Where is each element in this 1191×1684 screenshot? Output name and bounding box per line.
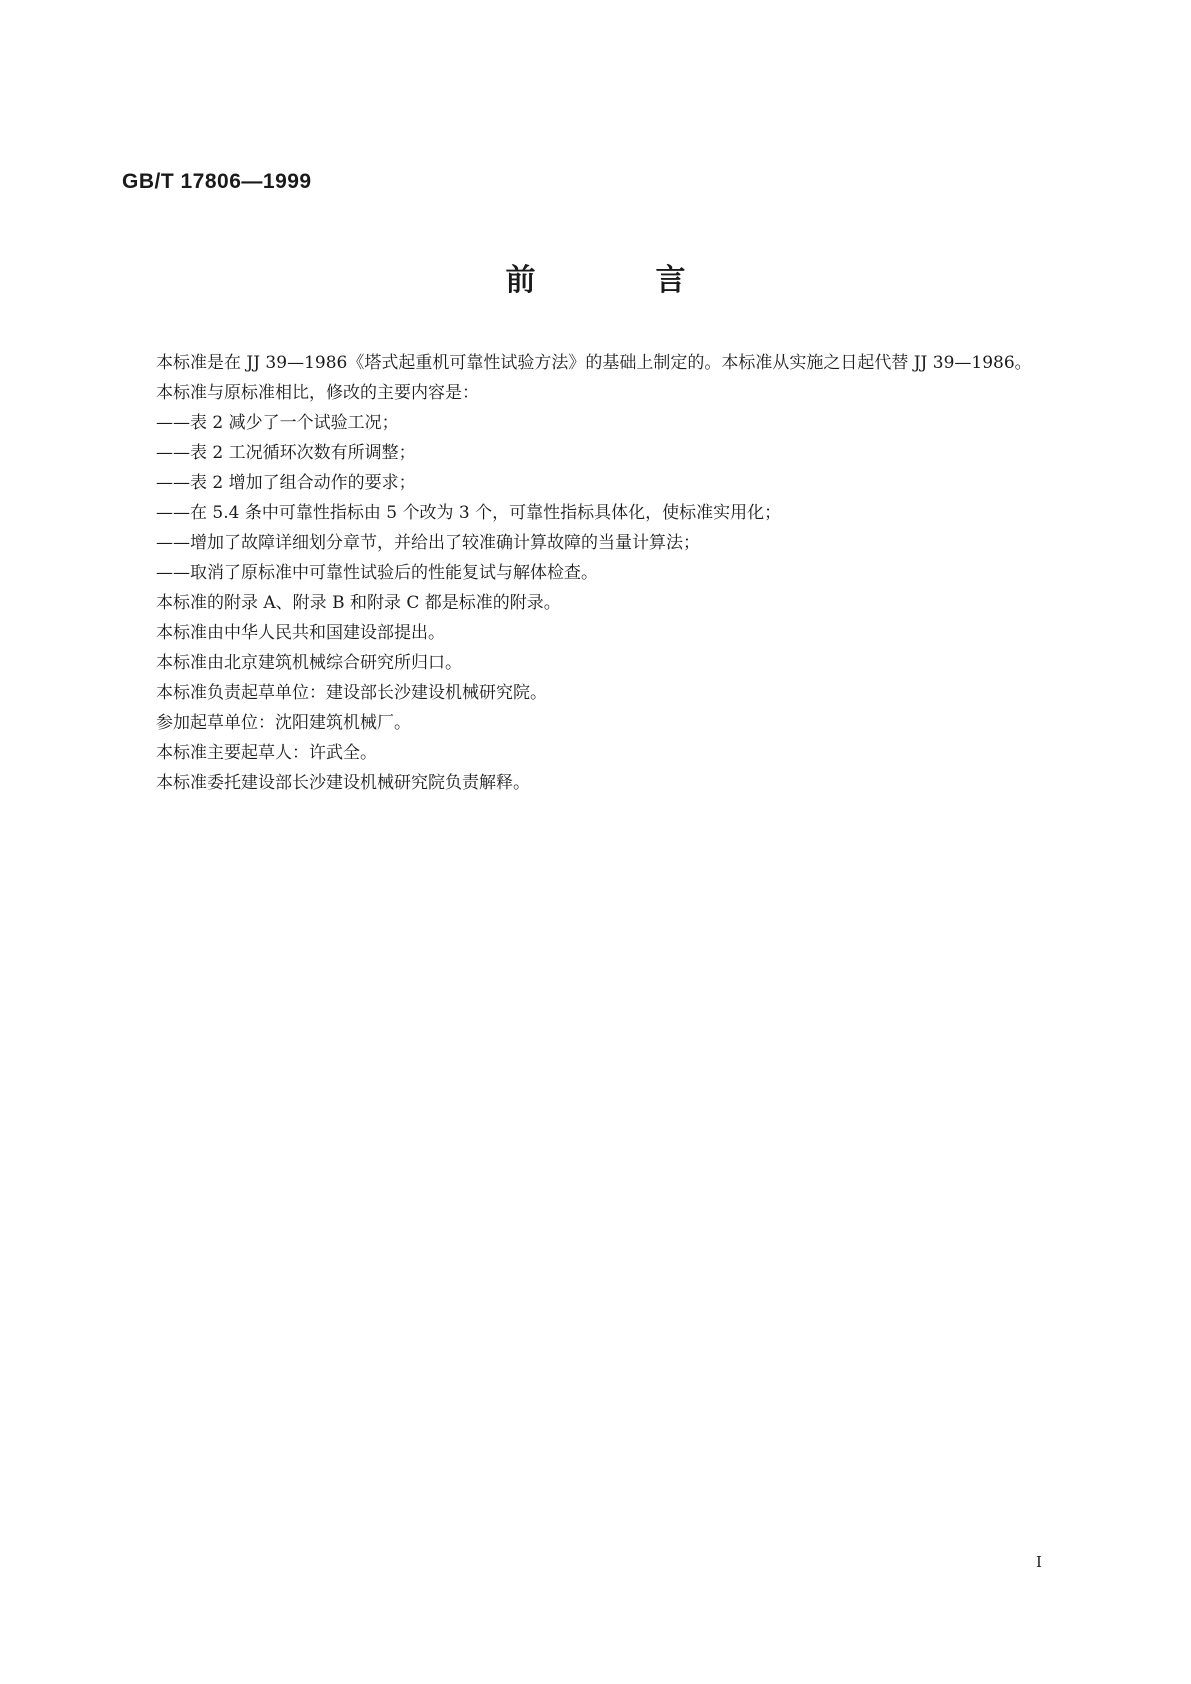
paragraph-interpretation: 本标准委托建设部长沙建设机械研究院负责解释。 (156, 773, 530, 793)
title-char-1: 前 (505, 263, 536, 298)
change-item: ——表 2 工况循环次数有所调整； (156, 443, 416, 463)
change-item: ——增加了故障详细划分章节，并给出了较准确计算故障的当量计算法； (156, 533, 700, 553)
change-item: ——表 2 增加了组合动作的要求； (156, 473, 416, 493)
paragraph-appendix: 本标准的附录 A、附录 B 和附录 C 都是标准的附录。 (156, 593, 561, 613)
title-char-2: 言 (655, 263, 686, 298)
paragraph-changes-lead: 本标准与原标准相比，修改的主要内容是： (156, 383, 479, 403)
paragraph-participating-unit: 参加起草单位：沈阳建筑机械厂。 (156, 713, 411, 733)
change-item: ——表 2 减少了一个试验工况； (156, 413, 399, 433)
paragraph-drafting-unit: 本标准负责起草单位：建设部长沙建设机械研究院。 (156, 683, 547, 703)
page-title (0, 255, 1191, 299)
paragraph-administrator: 本标准由北京建筑机械综合研究所归口。 (156, 653, 462, 673)
page-number: I (1036, 1553, 1042, 1571)
paragraph-intro: 本标准是在 JJ 39—1986《塔式起重机可靠性试验方法》的基础上制定的。本标准从实施之日起代替 JJ 39—1986。 (156, 353, 1032, 373)
preface-body (122, 348, 1068, 798)
document-code: GB/T 17806—1999 (122, 170, 312, 193)
change-item: ——取消了原标准中可靠性试验后的性能复试与解体检查。 (156, 563, 598, 583)
paragraph-proposer: 本标准由中华人民共和国建设部提出。 (156, 623, 445, 643)
paragraph-drafter: 本标准主要起草人：许武全。 (156, 743, 377, 763)
change-item: ——在 5.4 条中可靠性指标由 5 个改为 3 个，可靠性指标具体化，使标准实用化； (156, 503, 782, 523)
